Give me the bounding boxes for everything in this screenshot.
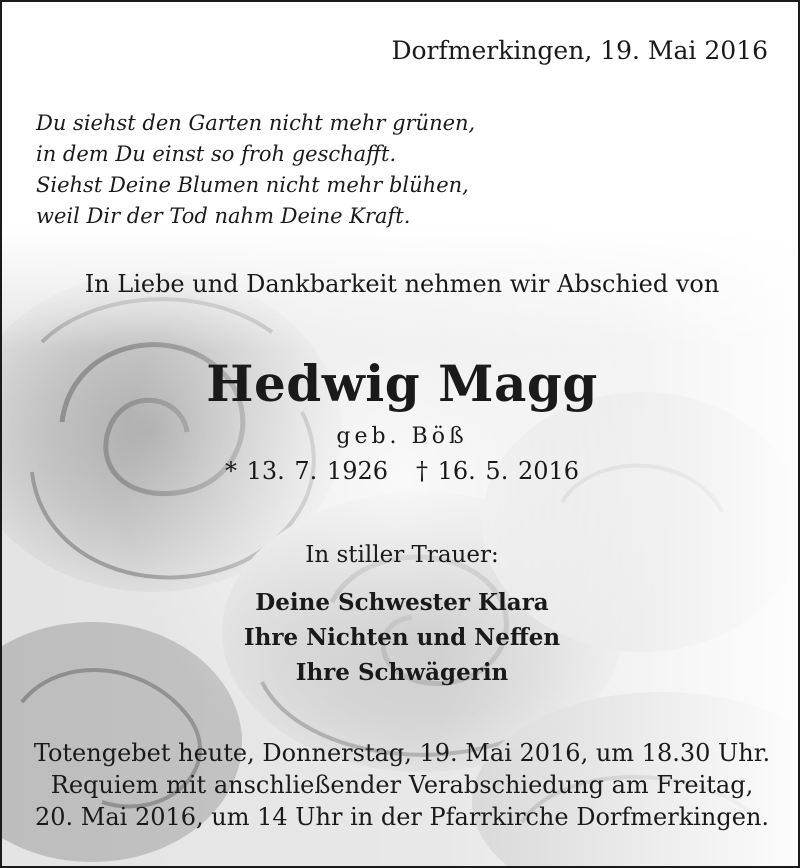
death-date: † 16. 5. 2016 — [416, 457, 580, 485]
birth-date: * 13. 7. 1926 — [224, 457, 388, 485]
poem-line: Du siehst den Garten nicht mehr grünen, — [36, 111, 476, 135]
deceased-name: Hedwig Magg — [206, 354, 598, 413]
mourner: Deine Schwester Klara — [255, 589, 549, 616]
life-dates — [2, 457, 800, 485]
service-line: Requiem mit anschließender Verabschiedung am Freitag, — [50, 771, 754, 799]
mourner: Ihre Schwägerin — [295, 659, 509, 686]
poem — [36, 108, 475, 232]
maiden-name: geb. Böß — [336, 424, 468, 449]
mourning-label: In stiller Trauer: — [305, 542, 499, 568]
mourner: Ihre Nichten und Neffen — [243, 624, 561, 651]
poem-line: weil Dir der Tod nahm Deine Kraft. — [36, 204, 411, 228]
poem-line: Siehst Deine Blumen nicht mehr blühen, — [36, 173, 469, 197]
poem-line: in dem Du einst so froh geschafft. — [36, 142, 397, 166]
mourners-list — [2, 585, 800, 690]
service-line: 20. Mai 2016, um 14 Uhr in der Pfarrkirche Dorfmerkingen. — [34, 803, 770, 831]
service-line: Totengebet heute, Donnerstag, 19. Mai 2016, um 18.30 Uhr. — [33, 739, 771, 767]
service-info — [2, 737, 800, 833]
place-and-date: Dorfmerkingen, 19. Mai 2016 — [391, 36, 768, 65]
farewell-intro: In Liebe und Dankbarkeit nehmen wir Abschied von — [84, 270, 720, 298]
